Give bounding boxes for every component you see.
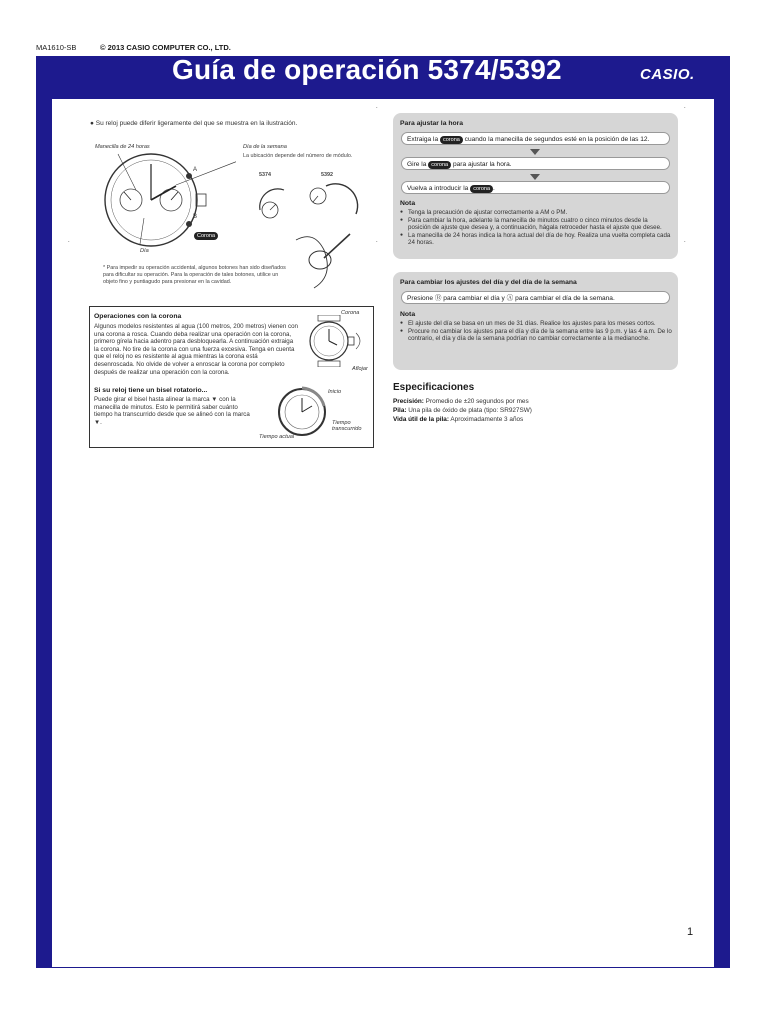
spec-precision-value: Promedio de ±20 segundos por mes (423, 398, 529, 405)
note-list-time (400, 209, 672, 247)
step-1-text-b: cuando la manecilla de segundos esté en la posición de las 12. (464, 136, 650, 143)
label-corona-tag: Corona (194, 232, 218, 240)
corona-tag: corona (428, 161, 451, 169)
spec-battery-value: Una pila de óxido de plata (tipo: SR927SW) (406, 407, 532, 414)
note-item: ● Para cambiar la hora, adelante la manecilla de minutos cuatro o cinco minutos desde la posición de ajuste que desea y, a continuación, hágala retroceder hasta el ajuste que desee. (400, 217, 672, 232)
step-3 (401, 181, 670, 194)
spec-battery-key: Pila: (393, 407, 407, 414)
document-code: MA1610-SB (36, 43, 77, 52)
label-weekday-note: La ubicación depende del número de módulo. (243, 153, 353, 159)
corona-tag: corona (440, 136, 463, 144)
page-title: Guía de operación 5374/5392 (172, 54, 562, 85)
bezel-text: Puede girar el bisel hasta alinear la marca ▼ con la manecilla de minutos. Esto le permitirá saber cuánto tiempo ha transcurrido desde que se alineó con la marca ▼. (94, 396, 250, 426)
step-day: Presione Ⓑ para cambiar el día y Ⓐ para cambiar el día de la semana. (401, 291, 670, 304)
spec-life-value: Aproximadamente 3 años (449, 416, 524, 423)
panel-set-day (393, 272, 678, 370)
watch-diagram-illustration (96, 150, 236, 260)
note-heading: Nota (400, 311, 416, 318)
spec-precision (393, 398, 529, 405)
heading-crown-ops: Operaciones con la corona (94, 313, 182, 320)
label-model-5374: 5374 (259, 172, 271, 178)
tick-mark: . (376, 104, 378, 110)
tick-mark: . (376, 238, 378, 244)
footnote: * Para impedir su operación accidental, algunos botones han sido diseñados para dificultar su operación. Para la operación de tales botones, utilice un objeto fino y puntiagudo para presionar en la cavidad. (103, 265, 286, 285)
panel-set-time (393, 113, 678, 259)
label-tiempo-actual: Tiempo actual (259, 434, 295, 440)
crown-watch-illustration (304, 315, 370, 367)
tick-mark: . (684, 104, 686, 110)
spec-battery-life (393, 416, 523, 423)
intro-bullet: ● Su reloj puede diferir ligeramente del que se muestra en la ilustración. (90, 120, 298, 127)
step-2-text-b: para ajustar la hora. (452, 161, 512, 168)
label-corona: Corona (341, 310, 360, 316)
step-1-text-a: Extraiga la (407, 136, 439, 143)
step-2-text-a: Gire la (407, 161, 427, 168)
spec-battery (393, 407, 532, 414)
note-item: ● El ajuste del día se basa en un mes de 31 días. Realice los ajustes para los meses cortos. (400, 320, 672, 328)
casio-logo: CASIO. (640, 66, 695, 83)
label-button-a: A (193, 167, 198, 173)
corona-tag: corona (470, 185, 493, 193)
page-number: 1 (687, 926, 694, 938)
label-tiempo-transcurrido: Tiempo transcurrido (332, 420, 362, 432)
step-3-text-b: . (493, 185, 495, 192)
note-list-day (400, 320, 672, 343)
model-dials-illustration (256, 180, 366, 224)
label-aflojar: Aflojar (352, 366, 368, 372)
label-dia: Día (140, 248, 149, 254)
label-inicio: Inicio (328, 389, 342, 395)
copyright: © 2013 CASIO COMPUTER CO., LTD. (100, 43, 231, 52)
note-heading: Nota (400, 200, 416, 207)
heading-set-day: Para cambiar los ajustes del día y del día de la semana (400, 279, 577, 286)
step-3-text-a: Vuelva a introducir la (407, 185, 469, 192)
heading-specifications: Especificaciones (393, 382, 475, 393)
note-item: ● Tenga la precaución de ajustar correctamente a AM o PM. (400, 209, 672, 217)
heading-rotating-bezel: Si su reloj tiene un bisel rotatorio... (94, 387, 208, 394)
note-item: ● Procure no cambiar los ajustes para el día y día de la semana entre las 9 p.m. y las 4 a.m. De lo contrario, el día y día de la semana podrían no cambiar correctamente a la medianoche. (400, 328, 672, 343)
heading-set-time: Para ajustar la hora (400, 120, 464, 127)
spec-precision-key: Precisión: (393, 398, 424, 405)
label-24h-hand: Manecilla de 24 horas (95, 144, 150, 150)
tick-mark: . (684, 238, 686, 244)
spec-life-key: Vida útil de la pila: (393, 416, 449, 423)
label-weekday: Día de la semana (243, 144, 287, 150)
crown-ops-text: Algunos modelos resistentes al agua (100 metros, 200 metros) vienen con una corona a rosca. Cuando deba realizar una operación con la corona, primero gírela hacia adentro para desbloquearla. A continuación extraiga la corona. No tire de la corona con una fuerza excesiva. Tenga en cuenta que el reloj no es resistente al agua mientras la corona está desenroscada. No olvide de volver a enroscar la corona por completo después de realizar una operación con la corona. (94, 323, 298, 376)
step-arrow (530, 149, 540, 155)
bezel-watch-illustration (276, 386, 332, 438)
step-arrow (530, 174, 540, 180)
label-model-5392: 5392 (321, 172, 333, 178)
label-button-b: B (193, 214, 198, 220)
button-press-illustration (294, 230, 354, 290)
note-item: ● La manecilla de 24 horas indica la hora actual del día de hoy. Realiza una vuelta completa cada 24 horas. (400, 232, 672, 247)
step-2 (401, 157, 670, 170)
step-1 (401, 132, 670, 145)
tick-mark: . (68, 238, 70, 244)
